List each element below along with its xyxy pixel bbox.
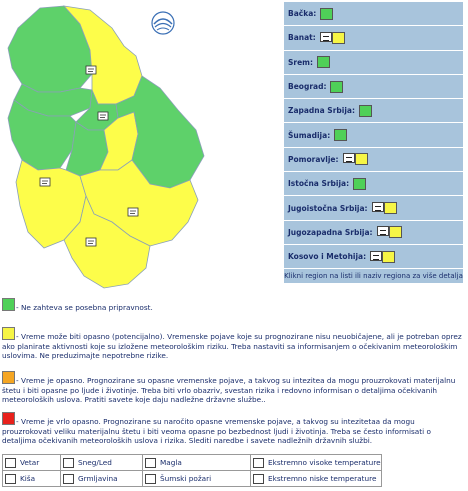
legend-yellow <box>2 327 464 367</box>
phenomenon-label: Šumski požari <box>160 473 212 483</box>
status-color-box <box>382 251 395 263</box>
region-name[interactable]: Banat: <box>288 33 316 43</box>
phenomenon-label: Vetar <box>20 457 40 467</box>
region-name[interactable]: Jugoistočna Srbija: <box>288 203 368 213</box>
region-status <box>370 251 395 263</box>
region-row[interactable] <box>284 196 463 219</box>
snowflake-icon <box>63 458 74 468</box>
phenomenon-high-temp <box>251 455 382 471</box>
phenomenon-label: Magla <box>160 457 182 467</box>
region-status <box>353 178 366 190</box>
phenomenon-thunder <box>61 471 143 487</box>
status-color-box <box>355 153 368 165</box>
status-color-box <box>353 178 366 190</box>
status-color-box <box>317 56 330 68</box>
region-row[interactable] <box>284 148 463 171</box>
wind-icon <box>370 251 382 261</box>
map-wind-icon-jugoistocna <box>128 208 138 216</box>
legend-orange <box>2 371 464 411</box>
region-status <box>330 81 343 93</box>
region-hint: Klikni region na listi ili naziv regiona za više detalja <box>284 269 463 283</box>
serbia-warning-map <box>0 0 283 290</box>
phenomenon-label: Kiša <box>20 473 36 483</box>
region-name[interactable]: Jugozapadna Srbija: <box>288 227 373 237</box>
region-row[interactable] <box>284 123 463 146</box>
thermometer-high-icon <box>253 458 264 468</box>
region-status <box>343 153 368 165</box>
status-color-box <box>332 32 345 44</box>
region-status <box>359 105 372 117</box>
region-row[interactable] <box>284 26 463 49</box>
region-list <box>284 2 463 283</box>
region-row[interactable] <box>284 245 463 268</box>
region-name[interactable]: Beograd: <box>288 82 327 92</box>
thermometer-low-icon <box>253 474 264 484</box>
status-color-box <box>330 81 343 93</box>
region-status <box>334 129 347 141</box>
region-name[interactable]: Pomoravlje: <box>288 154 339 164</box>
legend-text-yellow: - Vreme može biti opasno (potencijalno). Vremenske pojave koje su prognozirane nisu neuobičajene, ali je potreban oprez ako planirate aktivnosti koje su izložene meteorološkim riziku. Treba nastaviti sa informisanjem o očekivanim meteorološkim uslovima. Ne preduzimajte nepotrebne rizike. <box>2 332 462 361</box>
legend-green <box>2 298 464 318</box>
wind-icon <box>320 32 332 42</box>
phenomenon-label: Sneg/Led <box>78 457 112 467</box>
region-name[interactable]: Bačka: <box>288 9 317 19</box>
region-status <box>320 32 345 44</box>
fire-icon <box>145 474 156 484</box>
region-name[interactable]: Šumadija: <box>288 130 331 140</box>
phenomenon-label: Ekstremno visoke temperature <box>268 457 381 467</box>
phenomenon-label: Ekstremno niske temperature <box>268 473 377 483</box>
legend-text-red: - Vreme je vrlo opasno. Prognozirane su naročito opasne vremenske pojave, a takvog su intezitetaa da mogu prouzrokovati veliku materijalnu štetu i biti veoma opasne po bezbednost ljudi i životinja. Treba se često informisati o detaljima očekivanih meteoroloških uslova i rizika. Slediti naredbe i savete nadležnih državnih službi. <box>2 417 431 446</box>
phenomenon-low-temp <box>251 471 382 487</box>
lightning-icon <box>63 474 74 484</box>
region-name[interactable]: Zapadna Srbija: <box>288 106 355 116</box>
phenomena-legend-table <box>2 454 382 487</box>
region-status <box>372 202 397 214</box>
status-color-box <box>384 202 397 214</box>
region-name[interactable]: Kosovo i Metohija: <box>288 252 367 262</box>
map-wind-icon-banat <box>86 66 96 74</box>
status-color-box <box>334 129 347 141</box>
status-color-box <box>359 105 372 117</box>
region-row[interactable] <box>284 99 463 122</box>
phenomenon-snow-ice <box>61 455 143 471</box>
region-status <box>320 8 333 20</box>
status-color-box <box>320 8 333 20</box>
region-status <box>377 226 402 238</box>
region-row[interactable] <box>284 75 463 98</box>
map-wind-icon-jugozapadna <box>40 178 50 186</box>
region-name[interactable]: Istočna Srbija: <box>288 179 350 189</box>
region-row[interactable] <box>284 172 463 195</box>
phenomenon-wind <box>3 455 61 471</box>
wind-icon <box>5 458 16 468</box>
region-name[interactable]: Srem: <box>288 57 314 67</box>
wind-icon <box>343 153 355 163</box>
wind-icon <box>377 226 389 236</box>
region-row[interactable] <box>284 2 463 25</box>
wind-icon <box>372 202 384 212</box>
region-row[interactable] <box>284 51 463 74</box>
rain-icon <box>5 474 16 484</box>
status-color-box <box>389 226 402 238</box>
phenomenon-fog <box>143 455 251 471</box>
rhmz-logo <box>152 12 174 34</box>
map-wind-icon-pomoravlje <box>98 112 108 120</box>
legend-text-green: - Ne zahteva se posebna pripravnost. <box>16 303 153 312</box>
region-row[interactable] <box>284 221 463 244</box>
legend-text-orange: - Vreme je opasno. Prognozirane su opasne vremenske pojave, a takvog su intezitea da mogu prouzrokovati materijalnu štetu i biti opasne po ljude i životinje. Treba biti vrlo obazriv, svestan rizika i redovno informisan o detaljima očekivanih meteoroloških uslova. Pratiti savete koje daju nadležne državne službe.. <box>2 376 456 405</box>
phenomenon-label: Grmljavina <box>78 473 118 483</box>
phenomenon-forest-fire <box>143 471 251 487</box>
fog-icon <box>145 458 156 468</box>
region-status <box>317 56 330 68</box>
map-wind-icon-kosovo <box>86 238 96 246</box>
phenomenon-rain <box>3 471 61 487</box>
legend-red <box>2 412 464 452</box>
